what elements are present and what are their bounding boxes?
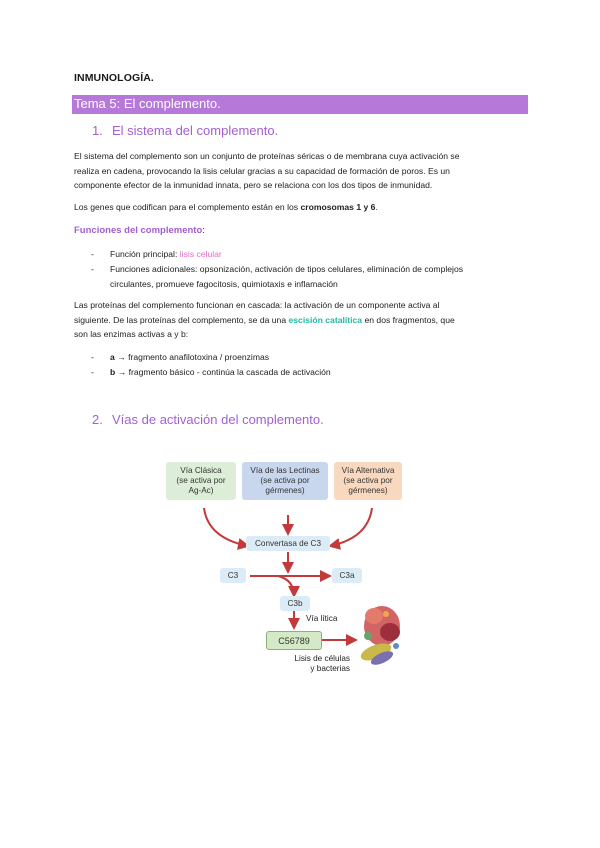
box-line: Vía de las Lectinas (250, 466, 320, 475)
c3b-node: C3b (280, 596, 310, 611)
functions-subheading-colon: : (202, 225, 205, 236)
arrow-clasica (204, 508, 248, 546)
list-item (91, 350, 531, 365)
paragraph-line: realiza en cadena, provocando la lisis celular gracias a su capacidad de formación de poros. Es un (74, 165, 450, 176)
convertasa-node: Convertasa de C3 (246, 536, 330, 551)
c3-node: C3 (220, 568, 246, 583)
via-litica-label: Vía lítica (306, 614, 338, 623)
box-line: (se activa por (343, 476, 393, 485)
arrow-c3-c3b (278, 576, 294, 596)
bullet-line: Funciones adicionales: opsonización, activación de tipos celulares, eliminación de complejos (110, 264, 464, 274)
box-line: (se activa por (260, 476, 310, 485)
bullet-text (110, 262, 530, 291)
chromosomes-highlight: cromosomas 1 y 6 (300, 202, 376, 212)
box-line: gérmenes) (348, 486, 388, 495)
bullet-dash: - (91, 367, 94, 377)
cascade-text: siguiente. De las proteínas del complemento, se da una (74, 314, 289, 325)
complement-pathways-diagram (160, 456, 408, 678)
list-item (91, 365, 531, 380)
paragraph-line (74, 313, 530, 328)
section-2-heading (92, 412, 324, 427)
functions-subheading (74, 225, 205, 236)
box-line: Ag-Ac) (188, 486, 214, 495)
function-highlight: lisis celular (179, 249, 222, 259)
fragment-description: → fragmento anafilotoxina / proenzimas (114, 352, 270, 362)
bullet-text (110, 247, 530, 262)
genes-period: . (375, 202, 378, 212)
function-label: Función principal: (110, 249, 180, 259)
box-line: gérmenes) (265, 486, 305, 495)
paragraph-line: son las enzimas activas a y b: (74, 329, 189, 340)
bullet-line: circulantes, promueve fagocitosis, quimiotaxis e inflamación (110, 278, 338, 289)
paragraph-genes (74, 200, 530, 215)
via-clasica-box (166, 462, 236, 500)
via-lectinas-box (242, 462, 328, 500)
section-1-title: El sistema del complemento. (112, 123, 279, 138)
paragraph-line: El sistema del complemento son un conjunto de proteínas séricas o de membrana cuya activación se (74, 151, 460, 161)
section-2-title: Vías de activación del complemento. (112, 412, 324, 427)
bullet-dash: - (91, 352, 94, 362)
cascade-highlight: escisión catalítica (288, 314, 363, 325)
genes-text: Los genes que codifican para el complemento están en los (74, 202, 301, 212)
lisis-line: y bacterias (310, 664, 350, 673)
lisis-label (288, 654, 350, 674)
paragraph-line: Las proteínas del complemento funcionan en cascada: la activación de un componente activa al (74, 300, 440, 310)
topic-title: Tema 5: El complemento. (74, 96, 221, 111)
paragraph-definition (74, 149, 530, 193)
via-alternativa-box (334, 462, 402, 500)
fragment-description: → fragmento básico - continúa la cascada de activación (115, 367, 331, 377)
list-item (91, 262, 531, 292)
list-item (91, 247, 531, 262)
bullet-text (110, 365, 530, 380)
bullet-dash: - (91, 264, 94, 274)
box-line: Vía Alternativa (341, 466, 395, 475)
section-1-heading (92, 123, 278, 138)
box-line: (se activa por (176, 476, 226, 485)
c56789-node: C56789 (266, 631, 322, 650)
cascade-text-after: en dos fragmentos, que (362, 314, 455, 325)
document-title: INMUNOLOGÍA. (74, 72, 154, 84)
lisis-line: Lisis de células (294, 654, 350, 663)
bullet-dash: - (91, 249, 94, 259)
arrow-alternativa (330, 508, 372, 546)
functions-subheading-text: Funciones del complemento (74, 225, 203, 236)
c3a-node: C3a (332, 568, 362, 583)
bullet-text (110, 350, 530, 365)
box-line: Vía Clásica (180, 466, 222, 475)
fragment-letter: b (110, 367, 116, 377)
paragraph-line: componente efector de la inmunidad innata, pero se relaciona con los dos tipos de inmunidad. (74, 180, 433, 191)
fragment-letter: a (110, 352, 115, 362)
topic-banner (72, 95, 528, 114)
paragraph-cascade (74, 298, 530, 342)
bacteria-illustration (359, 606, 400, 668)
section-1-number: 1. (92, 123, 103, 138)
section-2-number: 2. (92, 412, 103, 427)
